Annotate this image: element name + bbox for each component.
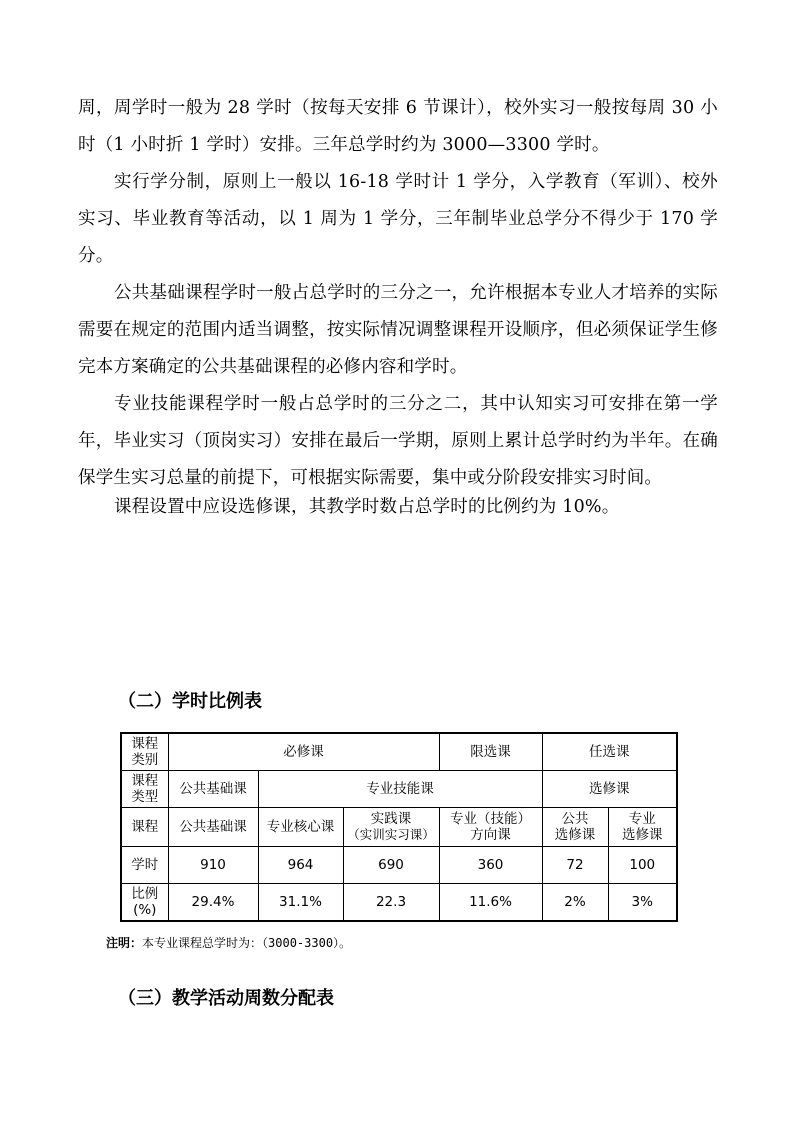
cell-hours: 910 xyxy=(168,847,258,884)
paragraph-credit-system: 实行学分制，原则上一般以 16-18 学时计 1 学分，入学教育（军训）、校外实习、毕业教育等活动，以 1 周为 1 学分，三年制毕业总学分不得少于 170 学分。 xyxy=(78,172,718,266)
cell-hours: 360 xyxy=(439,847,542,884)
hour-ratio-table xyxy=(120,732,678,922)
table-note xyxy=(106,934,351,951)
note-prefix: 注明： xyxy=(106,936,143,950)
paragraph-public-basic: 公共基础课程学时一般占总学时的三分之一，允许根据本专业人才培养的实际需要在规定的范围内适当调整，按实际情况调整课程开设顺序，但必须保证学生修完本方案确定的公共基础课程的必修内容和学时。 xyxy=(78,283,718,377)
table-row xyxy=(121,847,677,884)
cell-required: 必修课 xyxy=(168,733,439,771)
cell-elective-type: 选修课 xyxy=(542,771,677,808)
table-row xyxy=(121,884,677,922)
cell-free-elective: 任选课 xyxy=(542,733,677,771)
cell-restricted-elective: 限选课 xyxy=(439,733,542,771)
cell-ratio: 11.6% xyxy=(439,884,542,922)
cell-course-core: 专业核心课 xyxy=(258,808,343,847)
cell-public-basic-type: 公共基础课 xyxy=(168,771,258,808)
cell-ratio: 29.4% xyxy=(168,884,258,922)
cell-course-direction: 专业（技能） 方向课 xyxy=(439,808,542,847)
table-row xyxy=(121,808,677,847)
row-header-ratio: 比例 (%) xyxy=(121,884,168,922)
note-text: 本专业课程总学时为：（3000-3300）。 xyxy=(142,936,352,950)
cell-hours: 690 xyxy=(343,847,439,884)
section-title-hour-ratio: （二）学时比例表 xyxy=(118,691,262,712)
paragraph-professional-skills: 专业技能课程学时一般占总学时的三分之二，其中认知实习可安排在第一学年，毕业实习（顶岗实习）安排在最后一学期，原则上累计总学时约为半年。在确保学生实习总量的前提下，可根据实际需要，集中或分阶段安排实习时间。 xyxy=(78,394,718,488)
cell-ratio: 31.1% xyxy=(258,884,343,922)
row-header-category: 课程 类别 xyxy=(121,733,168,771)
cell-ratio: 22.3 xyxy=(343,884,439,922)
cell-professional-skills-type: 专业技能课 xyxy=(258,771,542,808)
table-row xyxy=(121,771,677,808)
row-header-hours: 学时 xyxy=(121,847,168,884)
table-row xyxy=(121,733,677,771)
cell-course-public-basic: 公共基础课 xyxy=(168,808,258,847)
cell-course-public-elective: 公共 选修课 xyxy=(542,808,608,847)
row-header-course: 课程 xyxy=(121,808,168,847)
row-header-type: 课程 类型 xyxy=(121,771,168,808)
paragraph-electives: 课程设置中应设选修课，其教学时数占总学时的比例约为 10%。 xyxy=(114,497,620,517)
cell-course-practice: 实践课 （实训实习课） xyxy=(343,808,439,847)
cell-hours: 100 xyxy=(608,847,677,884)
section-title-week-allocation: （三）教学活动周数分配表 xyxy=(118,988,334,1009)
cell-hours: 72 xyxy=(542,847,608,884)
cell-hours: 964 xyxy=(258,847,343,884)
cell-ratio: 2% xyxy=(542,884,608,922)
cell-course-professional-elective: 专业 选修课 xyxy=(608,808,677,847)
cell-ratio: 3% xyxy=(608,884,677,922)
paragraph-weekly-hours: 周，周学时一般为 28 学时（按每天安排 6 节课计），校外实习一般按每周 30 小时（1 小时折 1 学时）安排。三年总学时约为 3000—3300 学时。 xyxy=(78,98,718,155)
